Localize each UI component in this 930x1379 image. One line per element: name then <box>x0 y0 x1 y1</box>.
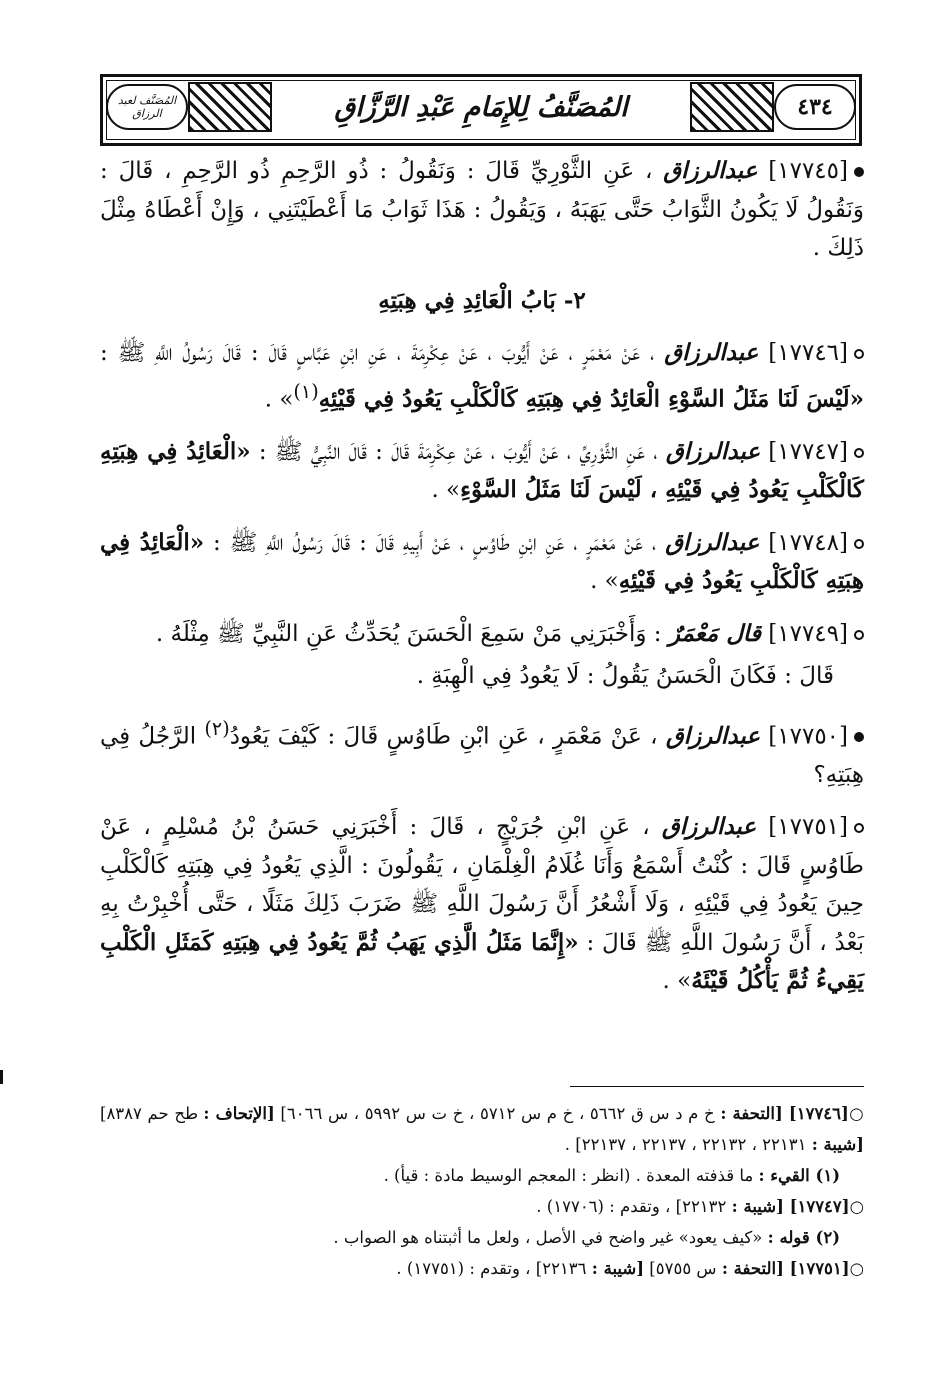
hadith-text: «لَيْسَ لَنَا مَثَلُ السَّوْءِ الْعَائِدُ فِي هِبَتِهِ كَالْكَلْبِ يَعُودُ فِي قَيْئِهِ <box>318 385 864 413</box>
footnote-label: ○[١٧٧٤٧] [شيبة : <box>731 1197 864 1216</box>
footnote-label: (١) القيء : <box>758 1166 840 1185</box>
entry-17745 <box>100 152 864 268</box>
entry-author: عبدالرزاق <box>665 437 761 465</box>
entry-tail: » . <box>431 477 461 504</box>
bullet-open-icon <box>854 448 864 458</box>
footnote-text: ٢٢١٣١ ، ٢٢١٣٢ ، ٢٢١٣٧ ، ٢٢١٣٧] . <box>564 1135 812 1154</box>
footnote-text: ٢٢١٣٦] ، وتقدم : (١٧٧٥١) . <box>396 1259 592 1278</box>
footnote-text: خ م د س ق ٥٦٦٢ ، خ م س ٥٧١٢ ، خ ت س ٥٩٩٢ ، س ٦٠٦٦] <box>274 1104 721 1123</box>
footnote-label: (٢) قوله : <box>767 1228 840 1247</box>
ornament-right <box>690 82 774 132</box>
bullet-open-icon <box>854 823 864 833</box>
footnote-text: طح حم ٨٣٨٧] <box>100 1104 204 1123</box>
book-emblem: المُصَنَّف لعبد الرزاق <box>106 84 188 130</box>
footnote-17751 <box>100 1253 864 1284</box>
entry-number: [١٧٧٥١] <box>768 814 849 841</box>
entry-17747 <box>100 433 864 510</box>
hadith-text: «إِنَّمَا مَثَلُ الَّذِي يَهَبُ ثُمَّ يَعُودُ فِي هِبَتِهِ كَمَثَلِ الْكَلْبِ يَقِيءُ ثُمَّ يَأْكُلُ قَيْئَهُ <box>100 928 864 995</box>
entry-tail: » . <box>264 386 294 413</box>
footnote-ref: (٢) <box>204 716 230 740</box>
entry-17751 <box>100 808 864 1001</box>
indented-comment: قَالَ : فَكَانَ الْحَسَنُ يَقُولُ : لَا يَعُودُ فِي الْهِبَةِ . <box>416 663 834 690</box>
entry-author: عبدالرزاق <box>661 813 757 841</box>
entry-author: عبدالرزاق <box>664 339 759 366</box>
footnote-text: ما قذفته المعدة . (انظر : المعجم الوسيط مادة : قيأ) . <box>383 1166 759 1185</box>
bullet-filled-icon <box>854 167 864 177</box>
entry-tail: الرَّجُلُ فِي هِبَتِهِ؟ <box>100 723 864 788</box>
entry-author: عبدالرزاق <box>665 528 760 556</box>
entry-author: عبدالرزاق <box>665 722 761 750</box>
entry-text: ، عَنِ الثَّوْرِيِّ قَالَ : وَنَقُولُ : ذُو الرَّحِمِ ذُو الرَّحِمِ ، قَالَ : وَنَقُولُ لَا يَكُونُ الثَّوَابُ حَتَّى يَهَبَهُ ، وَيَقُولُ : هَذَا ثَوَابُ مَا أَعْطَيْتَنِي ، وَإِنْ أَعْطَاهُ مِثْلَ ذَلِكَ . <box>100 158 864 261</box>
bullet-filled-icon <box>854 732 864 742</box>
entry-number: [١٧٧٤٨] <box>768 529 849 556</box>
footnote-label: [الإتحاف : <box>203 1104 275 1123</box>
footnote-2 <box>100 1222 864 1253</box>
entry-number: [١٧٧٤٦] <box>768 340 849 366</box>
running-header <box>100 74 862 146</box>
bullet-open-icon <box>854 630 864 640</box>
margin-mark <box>0 1070 3 1084</box>
entry-17748 <box>100 524 864 601</box>
page-number: ٤٣٤ <box>774 84 856 130</box>
footnote-ref: (١) <box>293 379 319 403</box>
footnote-1 <box>100 1160 864 1191</box>
footnote-17746 <box>100 1098 864 1160</box>
bullet-open-icon <box>854 539 864 549</box>
footnote-label: [شيبة : <box>591 1259 645 1278</box>
hadith-text: «الْعَائِدُ فِي هِبَتِهِ كَالْكَلْبِ يَعُودُ فِي قَيْئِهِ <box>100 528 864 595</box>
entry-number: [١٧٧٤٧] <box>768 438 848 465</box>
bullet-open-icon <box>854 349 864 359</box>
footnote-separator <box>570 1086 864 1087</box>
entry-author: عبدالرزاق <box>663 157 758 184</box>
entry-tail: » . <box>590 568 619 595</box>
entry-number: [١٧٧٤٩] <box>768 620 848 647</box>
entry-number: [١٧٧٥٠] <box>768 723 849 750</box>
footnote-text: «كيف يعود» غير واضح في الأصل ، ولعل ما أثبتناه هو الصواب . <box>333 1228 768 1247</box>
chapter-title: ٢- بَابُ الْعَائِدِ فِي هِبَتِهِ <box>378 286 586 314</box>
footnote-label: [شيبة : <box>811 1135 864 1154</box>
entry-text: ، عَنْ مَعْمَرٍ ، عَنْ أَيُّوبَ ، عَنْ عِكْرِمَةَ ، عَنِ ابْنِ عَبَّاسٍ قَالَ : قَالَ رَسُولُ اللَّهِ ﷺ : <box>100 340 655 366</box>
ornament-left <box>188 82 272 132</box>
entry-17750 <box>100 710 864 795</box>
entry-text: ، عَنِ ابْنِ جُرَيْجٍ ، قَالَ : أَخْبَرَنِي حَسَنُ بْنُ مُسْلِمٍ ، عَنْ طَاوُسٍ قَالَ : كُنْتُ أَسْمَعُ وَأَنَا غُلَامُ الْغِلْمَانِ ، يَقُولُونَ : الَّذِي يَعُودُ فِي هِبَتِهِ كَالْكَلْبِ حِينَ يَعُودُ فِي قَيْئِهِ ، وَلَا أَشْعُرُ أَنَّ رَسُولَ اللَّهِ ﷺ ضَرَبَ ذَلِكَ مَثَلًا ، حَتَّى أُخْبِرْتُ بِهِ بَعْدُ ، أَنَّ رَسُولَ اللَّهِ ﷺ قَالَ : <box>100 814 865 956</box>
entry-17749 <box>100 615 864 654</box>
hadith-text: «الْعَائِدُ فِي هِبَتِهِ كَالْكَلْبِ يَعُودُ فِي قَيْئِهِ ، لَيْسَ لَنَا مَثَلُ السَّوْءِ <box>100 437 864 504</box>
footnote-label: ○[١٧٧٤٦] [التحفة : <box>720 1104 865 1123</box>
entry-text: ، عَنِ الثَّوْرِيِّ ، عَنْ أَيُّوبَ ، عَنْ عِكْرِمَةَ قَالَ : قَالَ النَّبِيُّ ﷺ : <box>258 438 658 465</box>
footnote-text: ٢٢١٣٢] ، وتقدم : (١٧٧٠٦) . <box>536 1197 732 1216</box>
footnote-label: ○[١٧٧٥١] [التحفة : <box>721 1259 864 1278</box>
entry-text: ، عَنْ مَعْمَرٍ ، عَنِ ابْنِ طَاوُسٍ قَالَ : كَيْفَ يَعُودُ <box>229 723 658 750</box>
entry-text: ، عَنْ مَعْمَرٍ ، عَنِ ابْنِ طَاوُسٍ ، عَنْ أَبِيهِ قَالَ : قَالَ رَسُولُ اللَّهِ ﷺ : <box>213 529 657 556</box>
footnotes <box>100 1098 864 1284</box>
entry-tail: » . <box>662 968 692 995</box>
main-text <box>100 152 864 1015</box>
footnote-text: س ٥٧٥٥] <box>644 1259 722 1278</box>
footnote-17747 <box>100 1191 864 1222</box>
header-title: المُصَنَّفُ لِلإِمَامِ عَبْدِ الرَّزَّاقِ <box>290 84 672 130</box>
entry-author: قال مَعْمَرٌ <box>668 619 761 647</box>
entry-number: [١٧٧٤٥] <box>768 158 848 184</box>
entry-17746 <box>100 334 864 419</box>
entry-text: : وَأَخْبَرَنِي مَنْ سَمِعَ الْحَسَنَ يُحَدِّثُ عَنِ النَّبِيِّ ﷺ مِثْلَهُ . <box>155 620 662 647</box>
